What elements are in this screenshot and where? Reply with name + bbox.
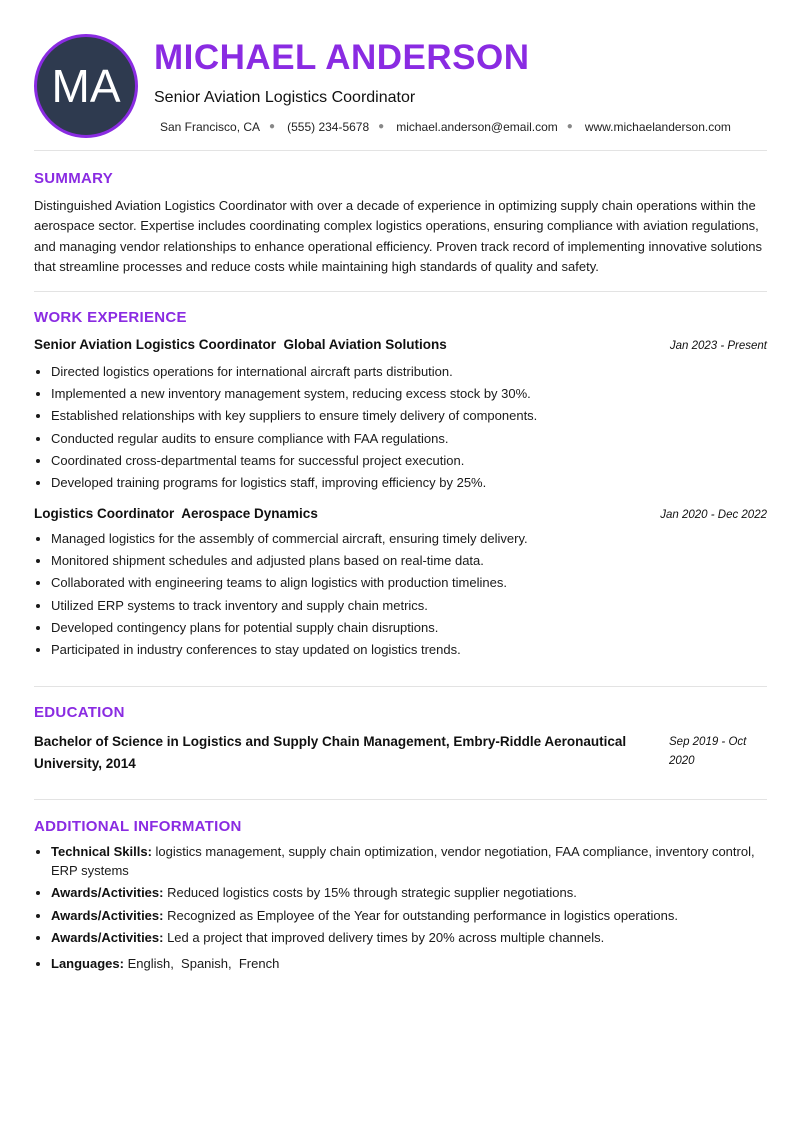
item-label: Technical Skills: — [51, 844, 152, 859]
section-divider — [34, 291, 767, 292]
list-item: • Participated in industry conferences to stay updated on logistics trends. — [51, 639, 767, 661]
item-text: Led a project that improved delivery times by 20% across multiple channels. — [163, 930, 605, 946]
list-item: • Monitored shipment schedules and adjusted plans based on real-time data. — [51, 550, 767, 572]
list-item: • Developed contingency plans for potential supply chain disruptions. — [51, 617, 767, 639]
summary-heading: SUMMARY — [34, 170, 114, 187]
job-title: Senior Aviation Logistics Coordinator Global Aviation Solutions — [34, 337, 447, 352]
job-dates: Jan 2023 - Present — [669, 340, 767, 352]
item-text: Recognized as Employee of the Year for outstanding performance in logistics operations. — [163, 907, 678, 923]
job-title: Logistics Coordinator Aerospace Dynamics — [34, 506, 318, 521]
item-label: Languages: — [51, 956, 124, 972]
list-item — [51, 954, 767, 973]
candidate-title: Senior Aviation Logistics Coordinator — [154, 89, 416, 106]
education-degree: Bachelor of Science in Logistics and Supply Chain Management, Embry-Riddle Aeronautical University, 2014 — [34, 734, 627, 771]
section-divider — [34, 686, 767, 687]
contact-website[interactable]: www.michaelanderson.com — [584, 120, 731, 134]
list-item: • Directed logistics operations for international aircraft parts distribution. — [51, 361, 767, 383]
contact-phone: (555) 234-5678 — [287, 120, 370, 134]
summary-text: Distinguished Aviation Logistics Coordinator with over a decade of experience in optimizing supply chain operations within the aerospace sector. Expertise includes coordinating complex logistics operations, ensuring compliance with aviation regulations, and managing vendor relationships to enhance operational efficiency. Proven track record of implementing innovative solutions that streamline processes and reduce costs while maintaining high standards of quality and safety. — [34, 198, 762, 274]
list-item — [51, 906, 767, 925]
list-item — [51, 842, 767, 880]
item-label: Awards/Activities: — [51, 930, 164, 946]
experience-heading: WORK EXPERIENCE — [34, 309, 187, 326]
contact-email[interactable]: michael.anderson@email.com — [396, 120, 558, 134]
contact-bar — [160, 119, 731, 135]
item-label: Awards/Activities: — [51, 885, 164, 901]
additional-list — [34, 842, 767, 977]
list-item: • Conducted regular audits to ensure compliance with FAA regulations. — [51, 428, 767, 450]
list-item: • Established relationships with key suppliers to ensure timely delivery of components. — [51, 405, 767, 427]
bullet-separator: ● — [566, 121, 573, 132]
additional-heading: ADDITIONAL INFORMATION — [34, 818, 242, 835]
education-dates: Sep 2019 - Oct 2020 — [669, 736, 747, 767]
item-text: Reduced logistics costs by 15% through strategic supplier negotiations. — [163, 885, 577, 901]
job-bullets — [34, 361, 767, 494]
list-item: • Managed logistics for the assembly of commercial aircraft, ensuring timely delivery. — [51, 528, 767, 550]
job-header — [34, 506, 767, 521]
bullet-separator: ● — [378, 121, 385, 132]
list-item: • Utilized ERP systems to track inventory and supply chain metrics. — [51, 595, 767, 617]
job-header — [34, 337, 767, 352]
education-heading: EDUCATION — [34, 704, 125, 721]
item-text: English, Spanish, French — [123, 956, 280, 972]
list-item: • Coordinated cross-departmental teams for successful project execution. — [51, 450, 767, 472]
list-item: • Collaborated with engineering teams to align logistics with production timelines. — [51, 572, 767, 594]
job-bullets — [34, 528, 767, 661]
section-divider — [34, 150, 767, 151]
job-dates: Jan 2020 - Dec 2022 — [660, 509, 767, 521]
list-item — [51, 883, 767, 902]
list-item — [51, 928, 767, 947]
candidate-name: MICHAEL ANDERSON — [154, 38, 530, 77]
avatar-initials: MA — [51, 60, 121, 112]
item-text: logistics management, supply chain optimization, vendor negotiation, FAA compliance, inventory control, ERP systems — [51, 844, 755, 878]
list-item: • Developed training programs for logistics staff, improving efficiency by 25%. — [51, 472, 767, 494]
item-label: Awards/Activities: — [51, 907, 164, 923]
avatar — [34, 34, 138, 138]
bullet-separator: ● — [269, 121, 276, 132]
list-item: • Implemented a new inventory management system, reducing excess stock by 30%. — [51, 383, 767, 405]
section-divider — [34, 799, 767, 800]
contact-location: San Francisco, CA — [160, 120, 261, 134]
